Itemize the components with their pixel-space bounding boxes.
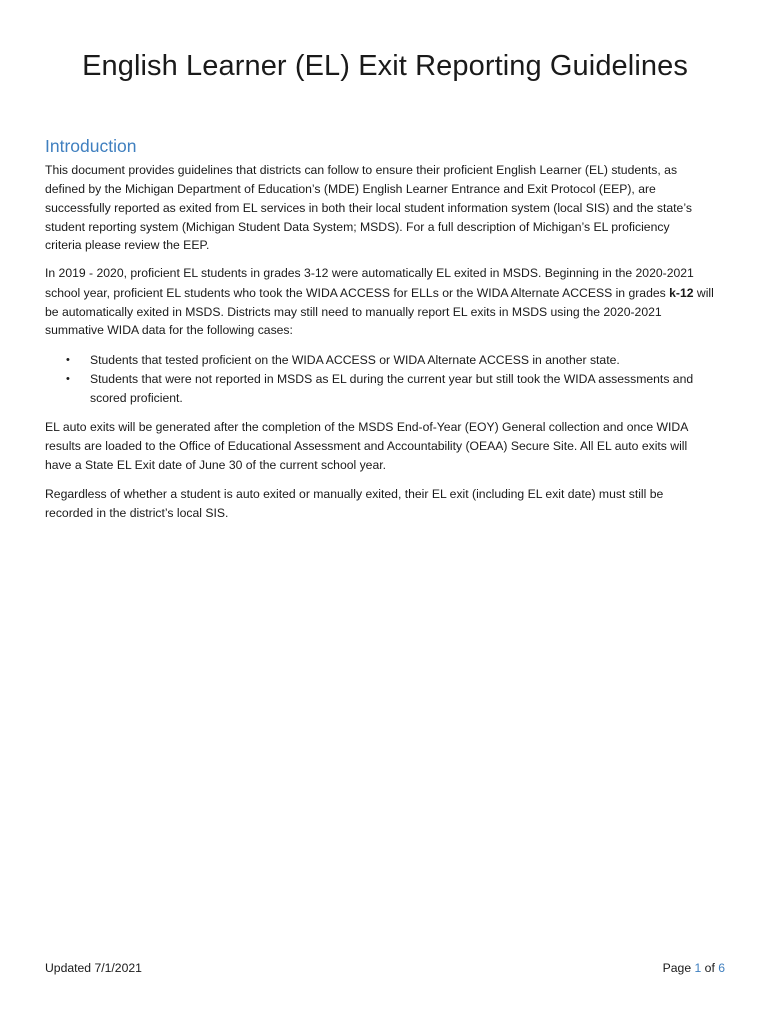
section-heading-introduction: Introduction [45, 136, 137, 156]
footer-page-number [663, 961, 725, 975]
total-page-number: 6 [718, 961, 725, 975]
paragraph-4-line: Regardless of whether a student is auto exited or manually exited, their EL exit (including EL exit date) must still be [45, 487, 664, 501]
paragraph-3-line: EL auto exits will be generated after the completion of the MSDS End-of-Year (EOY) General collection and once WIDA [45, 420, 689, 434]
paragraph-2-line: be automatically exited in MSDS. Districts may still need to manually report EL exits in MSDS using the 2020-2021 [45, 305, 662, 319]
page-prefix: Page [662, 961, 695, 975]
paragraph-4-line: recorded in the district’s local SIS. [45, 506, 229, 520]
paragraph-2-text: will [693, 286, 714, 300]
bullet-item-continuation: scored proficient. [90, 391, 183, 405]
paragraph-1-line: criteria please review the EEP. [45, 238, 210, 252]
paragraph-3-line: have a State EL Exit date of June 30 of the current school year. [45, 458, 387, 472]
bullet-icon: • [66, 373, 70, 385]
grades-bold-text: k-12 [669, 286, 694, 300]
current-page-number: 1 [694, 961, 702, 975]
paragraph-1-line: student reporting system (Michigan Student Data System; MSDS). For a full description of Michigan’s EL proficiency [45, 220, 670, 234]
paragraph-2-line: In 2019 - 2020, proficient EL students in grades 3-12 were automatically EL exited in MSDS. Beginning in the 2020-2021 [45, 266, 694, 280]
bullet-icon: • [66, 354, 70, 366]
bullet-item: Students that tested proficient on the WIDA ACCESS or WIDA Alternate ACCESS in another state. [90, 353, 620, 367]
document-title: English Learner (EL) Exit Reporting Guidelines [82, 50, 688, 82]
paragraph-1-line: successfully reported as exited from EL services in both their local student information system (local SIS) and the state’s [45, 201, 692, 215]
paragraph-1-line: defined by the Michigan Department of Education’s (MDE) English Learner Entrance and Exit Protocol (EEP), are [45, 182, 656, 196]
paragraph-1-line: This document provides guidelines that districts can follow to ensure their proficient English Learner (EL) students, as [45, 163, 678, 177]
page-of: of [701, 961, 719, 975]
paragraph-3-line: results are loaded to the Office of Educational Assessment and Accountability (OEAA) Secure Site. All EL auto exits will [45, 439, 688, 453]
paragraph-2-line [45, 286, 714, 301]
paragraph-2-text: school year, proficient EL students who took the WIDA ACCESS for ELLs or the WIDA Alternate ACCESS in grades [45, 286, 670, 300]
footer-updated-date: Updated 7/1/2021 [45, 961, 142, 975]
paragraph-2-line: summative WIDA data for the following cases: [45, 323, 293, 337]
bullet-item: Students that were not reported in MSDS as EL during the current year but still took the WIDA assessments and [90, 372, 694, 386]
